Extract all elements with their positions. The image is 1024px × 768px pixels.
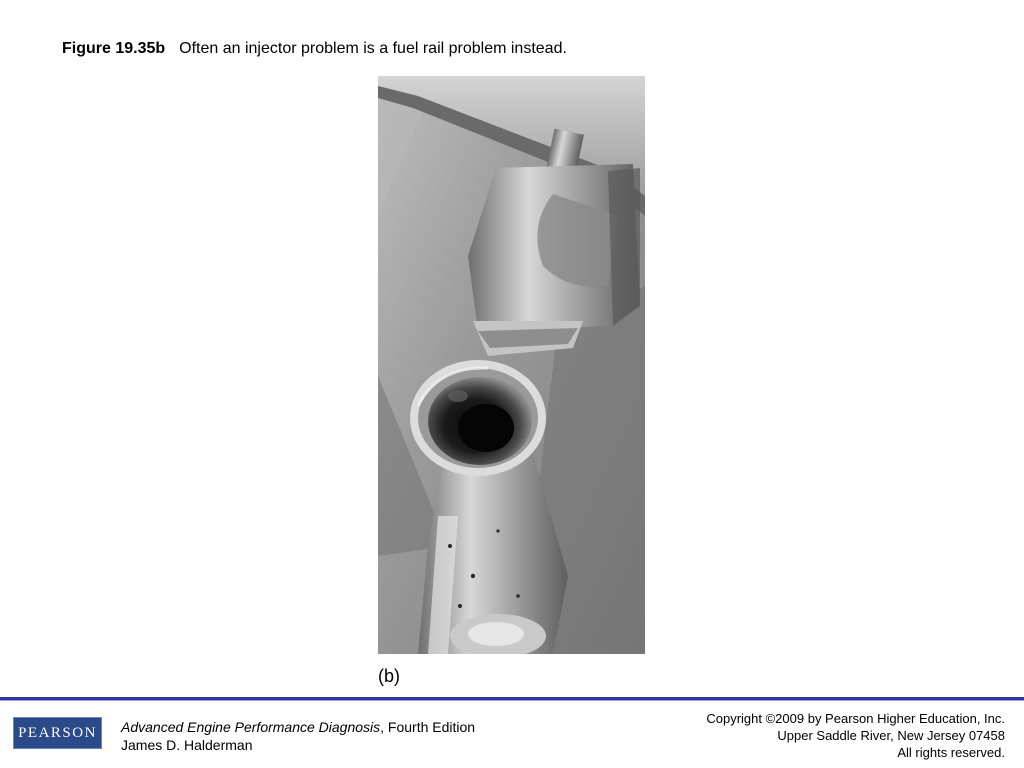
- copyright-line-1: Copyright ©2009 by Pearson Higher Education, Inc.: [706, 711, 1005, 726]
- copyright-line-3: All rights reserved.: [897, 745, 1005, 760]
- book-edition: , Fourth Edition: [380, 719, 476, 735]
- footer-divider-shadow: [0, 700, 1024, 701]
- figure-caption-text: Often an injector problem is a fuel rail problem instead.: [179, 40, 567, 57]
- book-info: [121, 718, 475, 754]
- panel-label: (b): [378, 666, 400, 686]
- book-title-line: [121, 718, 475, 736]
- book-author: James D. Halderman: [121, 737, 253, 753]
- copyright-notice: [706, 710, 1005, 761]
- pearson-logo-text: PEARSON: [18, 724, 97, 741]
- book-title: Advanced Engine Performance Diagnosis: [121, 719, 381, 735]
- fuel-rail-injector-photo: [378, 76, 645, 654]
- figure-number: Figure 19.35b: [62, 40, 166, 57]
- figure-caption: [62, 40, 567, 58]
- copyright-line-2: Upper Saddle River, New Jersey 07458: [777, 728, 1005, 743]
- figure-photo-panel: [378, 76, 645, 689]
- pearson-logo: [13, 717, 102, 749]
